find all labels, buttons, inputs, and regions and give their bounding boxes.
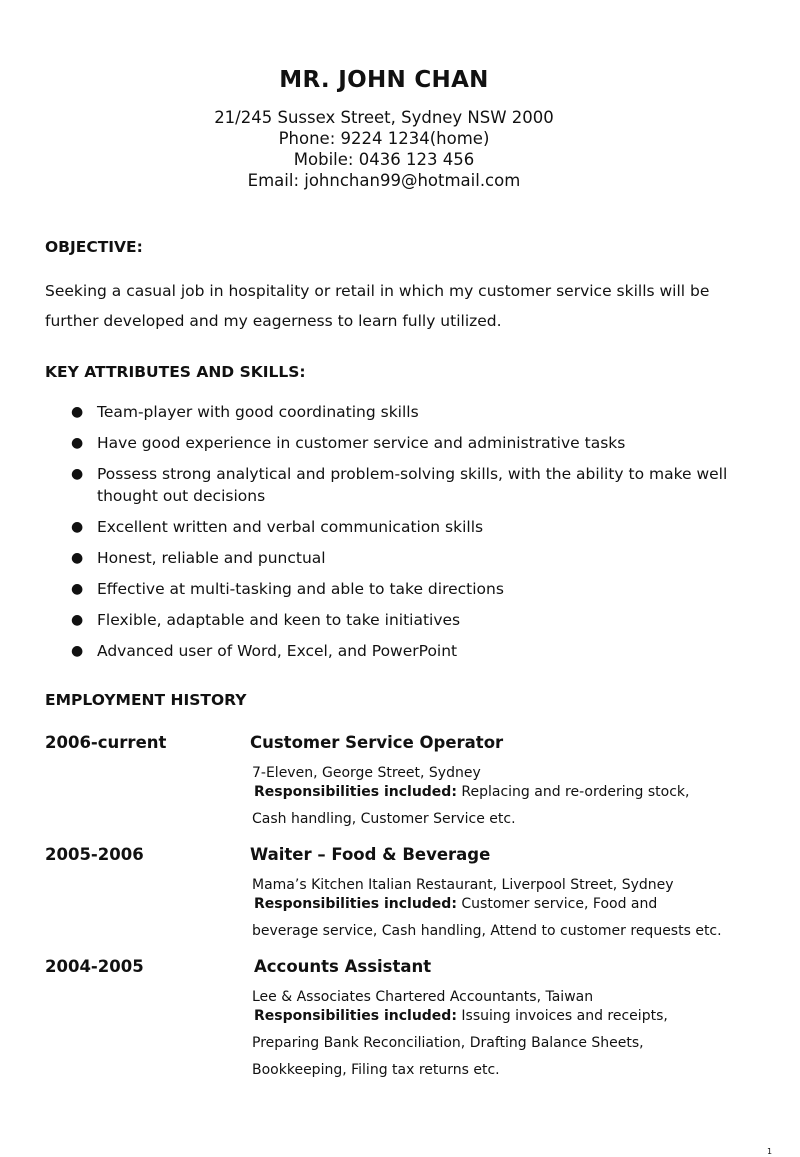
skill-text: Excellent written and verbal communication skills	[97, 518, 484, 536]
skill-item	[45, 401, 745, 423]
bullet-icon: ●	[71, 643, 84, 659]
skill-item	[45, 609, 745, 631]
bullet-icon: ●	[71, 466, 84, 482]
job-dates: 2006-current	[45, 733, 167, 752]
employment-heading: EMPLOYMENT HISTORY	[45, 691, 247, 709]
skill-text: Honest, reliable and punctual	[97, 549, 326, 567]
skills-list	[45, 401, 745, 671]
skill-item	[45, 463, 745, 507]
job-title: Accounts Assistant	[254, 957, 432, 976]
address-line: 21/245 Sussex Street, Sydney NSW 2000	[214, 108, 554, 127]
resume-header	[0, 64, 768, 191]
job-responsibilities	[252, 891, 722, 945]
job-title: Waiter – Food & Beverage	[250, 845, 491, 864]
phone-line: Phone: 9224 1234(home)	[278, 129, 490, 148]
responsibilities-text: Issuing invoices and receipts, Preparing Bank Reconciliation, Drafting Balance Sheets, Bookkeeping, Filing tax returns etc.	[252, 1008, 668, 1078]
bullet-icon: ●	[71, 612, 84, 628]
skill-item	[45, 640, 745, 662]
skill-item	[45, 516, 745, 538]
bullet-icon: ●	[71, 404, 84, 420]
skill-item	[45, 578, 745, 600]
page-number: 1	[767, 1147, 773, 1156]
responsibilities-text: Customer service, Food and beverage service, Cash handling, Attend to customer requests etc.	[252, 896, 722, 939]
responsibilities-label: Responsibilities included:	[254, 1008, 457, 1024]
bullet-icon: ●	[71, 435, 84, 451]
job-company: 7-Eleven, George Street, Sydney	[252, 765, 481, 781]
skill-text: Possess strong analytical and problem-solving skills, with the ability to make well thought out decisions	[97, 465, 728, 505]
job-company: Mama’s Kitchen Italian Restaurant, Liverpool Street, Sydney	[252, 877, 674, 893]
mobile-line: Mobile: 0436 123 456	[293, 150, 475, 169]
skills-heading: KEY ATTRIBUTES AND SKILLS:	[45, 363, 306, 381]
job-dates: 2005-2006	[45, 845, 144, 864]
job-dates: 2004-2005	[45, 957, 144, 976]
job-title: Customer Service Operator	[250, 733, 504, 752]
job-responsibilities	[252, 779, 722, 833]
skill-text: Team-player with good coordinating skills	[97, 403, 419, 421]
bullet-icon: ●	[71, 550, 84, 566]
responsibilities-label: Responsibilities included:	[254, 896, 457, 912]
applicant-name: MR. JOHN CHAN	[279, 67, 489, 93]
objective-heading: OBJECTIVE:	[45, 238, 143, 256]
skill-text: Have good experience in customer service and administrative tasks	[97, 434, 626, 452]
job-responsibilities	[252, 1003, 722, 1084]
job-company: Lee & Associates Chartered Accountants, Taiwan	[252, 989, 594, 1005]
responsibilities-text: Replacing and re-ordering stock, Cash handling, Customer Service etc.	[252, 784, 690, 827]
skill-text: Advanced user of Word, Excel, and PowerPoint	[97, 642, 458, 660]
email-line: Email: johnchan99@hotmail.com	[247, 171, 521, 190]
bullet-icon: ●	[71, 581, 84, 597]
skill-text: Effective at multi-tasking and able to take directions	[97, 580, 504, 598]
skill-item	[45, 432, 745, 454]
bullet-icon: ●	[71, 519, 84, 535]
responsibilities-label: Responsibilities included:	[254, 784, 457, 800]
objective-text: Seeking a casual job in hospitality or retail in which my customer service skills will be further developed and my eagerness to learn fully utilized.	[45, 282, 710, 330]
skill-text: Flexible, adaptable and keen to take initiatives	[97, 611, 461, 629]
skill-item	[45, 547, 745, 569]
